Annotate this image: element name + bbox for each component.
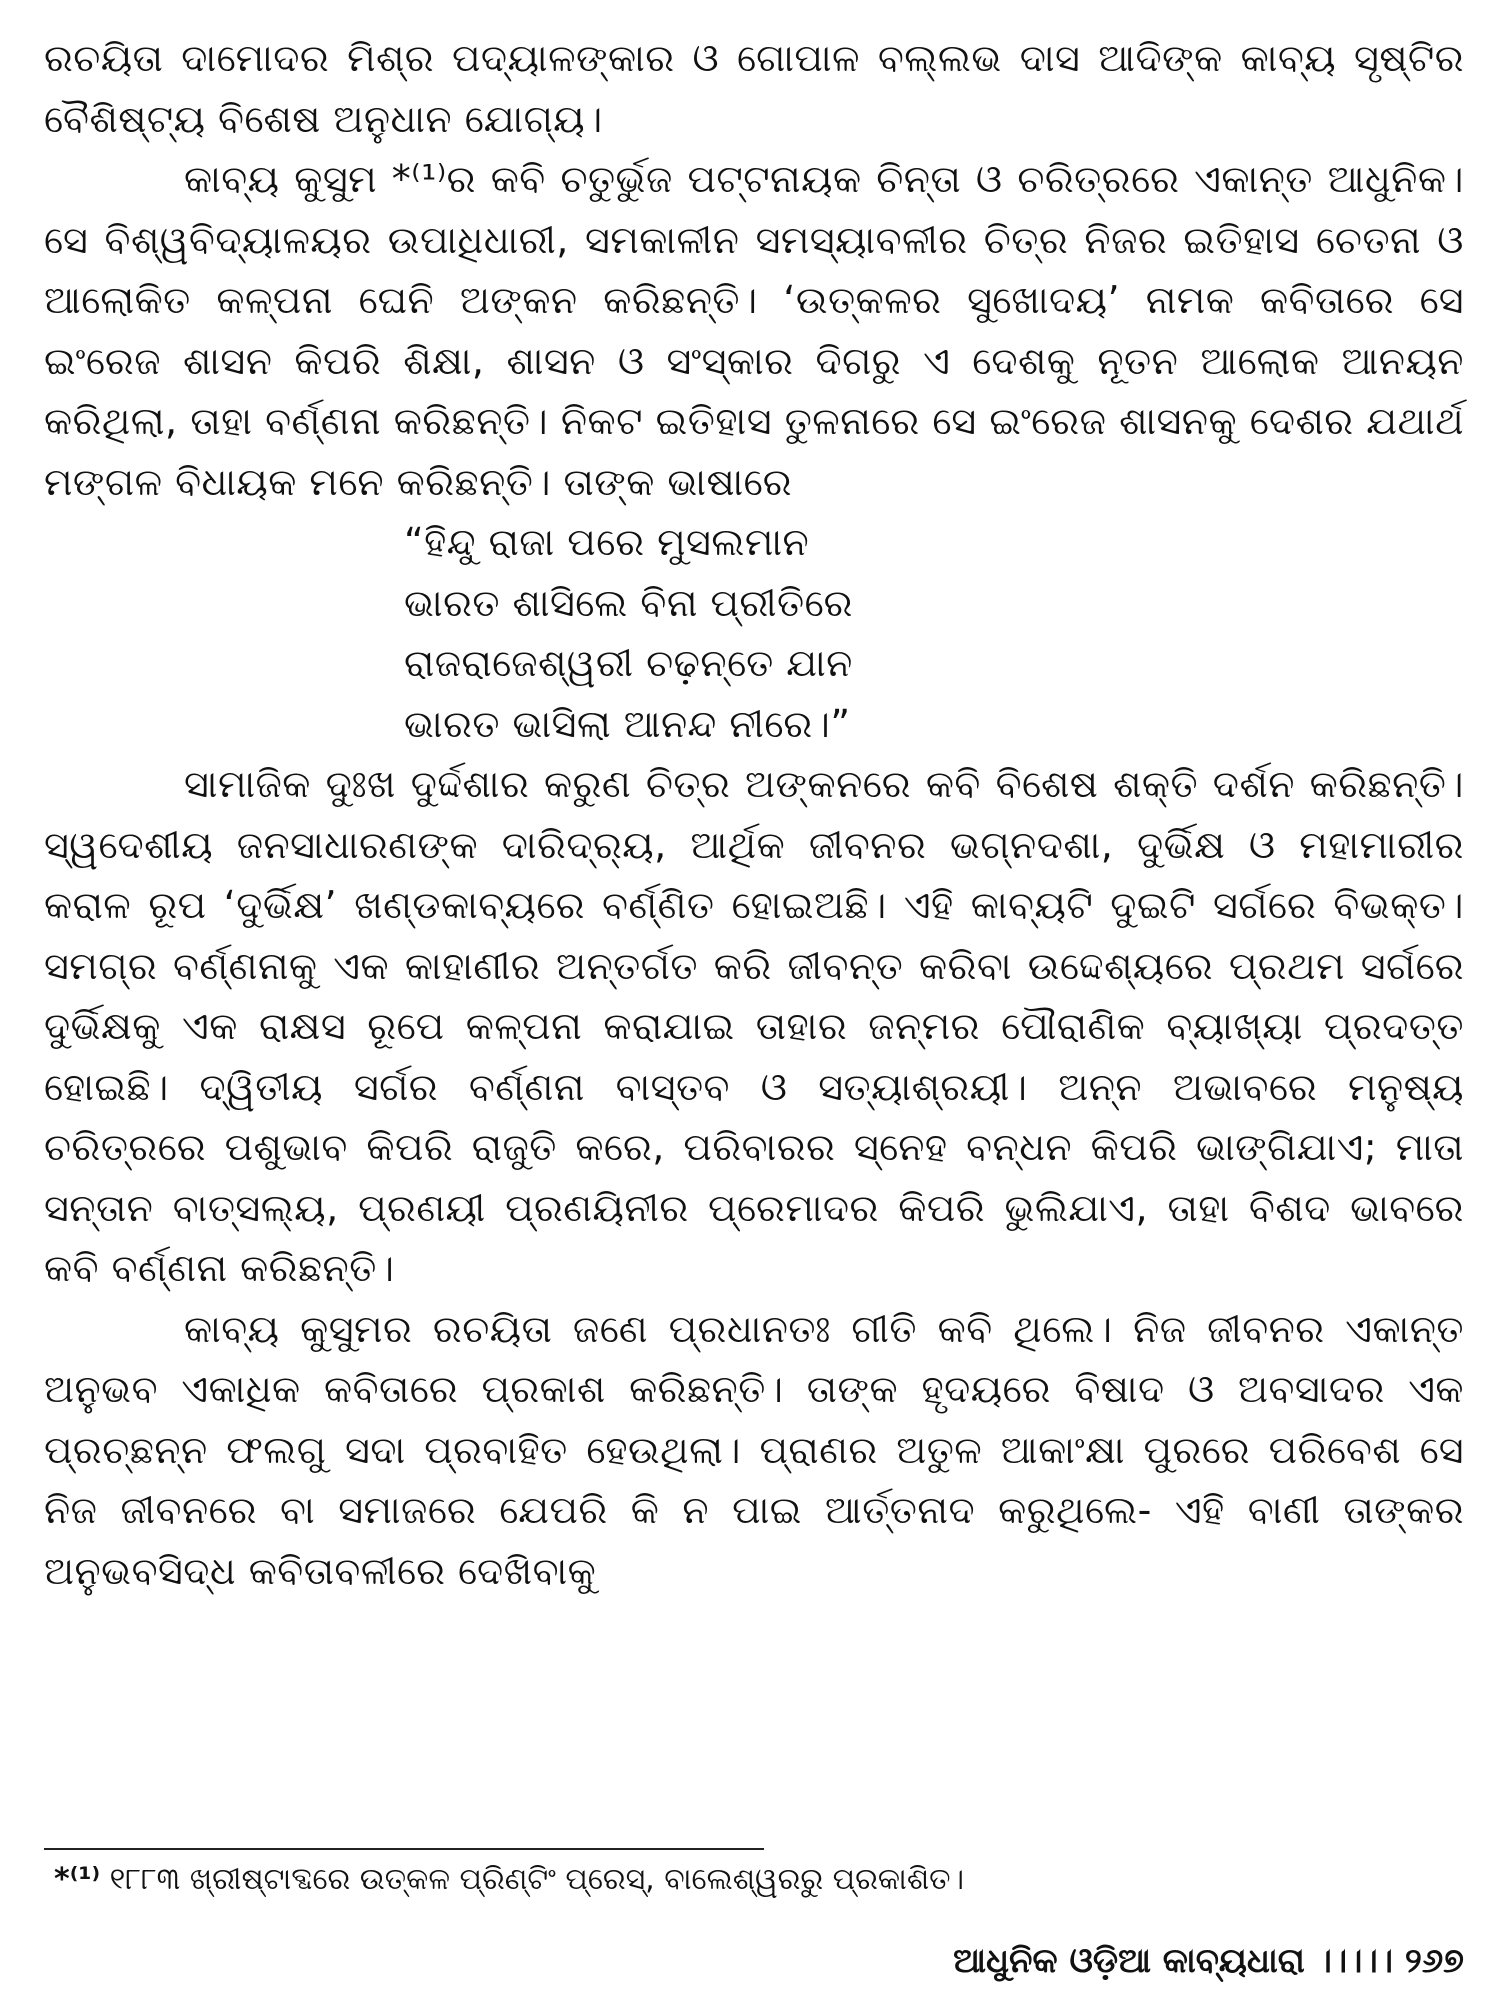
- paragraph-3: ସାମାଜିକ ଦୁଃଖ ଦୁର୍ଦ୍ଦଶାର କରୁଣ ଚିତ୍ର ଅଙ୍କନରେ କବି ବିଶେଷ ଶକ୍ତି ଦର୍ଶନ କରିଛନ୍ତି। ସ୍ୱଦେଶୀୟ ଜନସାଧାରଣଙ୍କ ଦାରିଦ୍ର୍ୟ, ଆର୍ଥିକ ଜୀବନର ଭଗ୍ନଦଶା, ଦୁର୍ଭିକ୍ଷ ଓ ମହାମାରୀର କରାଳ ରୂପ ‘ଦୁର୍ଭିକ୍ଷ’ ଖଣ୍ଡକାବ୍ୟରେ ବର୍ଣ୍ଣିତ ହୋଇଅଛି। ଏହି କାବ୍ୟଟି ଦୁଇଟି ସର୍ଗରେ ବିଭକ୍ତ। ସମଗ୍ର ବର୍ଣ୍ଣନାକୁ ଏକ କାହାଣୀର ଅନ୍ତର୍ଗତ କରି ଜୀବନ୍ତ କରିବା ଉଦ୍ଦେଶ୍ୟରେ ପ୍ରଥମ ସର୍ଗରେ ଦୁର୍ଭିକ୍ଷକୁ ଏକ ରାକ୍ଷସ ରୂପେ କଳ୍ପନା କରାଯାଇ ତାହାର ଜନ୍ମର ପୌରାଣିକ ବ୍ୟାଖ୍ୟା ପ୍ରଦତ୍ତ ହୋଇଛି। ଦ୍ୱିତୀୟ ସର୍ଗର ବର୍ଣ୍ଣନା ବାସ୍ତବ ଓ ସତ୍ୟାଶ୍ରୟୀ। ଅନ୍ନ ଅଭାବରେ ମନୁଷ୍ୟ ଚରିତ୍ରରେ ପଶୁଭାବ କିପରି ରାଜୁତି କରେ, ପରିବାରର ସ୍ନେହ ବନ୍ଧନ କିପରି ଭାଙ୍ଗିଯାଏ; ମାତା ସନ୍ତାନ ବାତ୍ସଲ୍ୟ, ପ୍ରଣୟୀ ପ୍ରଣୟିନୀର ପ୍ରେମାଦର କିପରି ଭୁଲିଯାଏ, ତାହା ବିଶଦ ଭାବରେ କବି ବର୍ଣ୍ଣନା କରିଛନ୍ତି।: [44, 762, 1464, 1290]
- verse-line: ଭାରତ ଭାସିଲା ଆନନ୍ଦ ନୀରେ।”: [404, 701, 851, 746]
- verse-line: ରାଜରାଜେଶ୍ୱରୀ ଚଢ଼ନ୍ତେ ଯାନ: [404, 641, 853, 685]
- running-footer-page-number: ଆଧୁନିକ ଓଡ଼ିଆ କାବ୍ୟଧାରା ।।।।। ୨୬୭: [953, 1941, 1464, 1981]
- footnote: [54, 1858, 1354, 1902]
- verse-quote: [404, 512, 1464, 754]
- verse-line: “ହିନ୍ଦୁ ରାଜା ପରେ ମୁସଲମାନ: [404, 520, 810, 564]
- footnote-divider: [44, 1848, 764, 1850]
- footnote-text: ୧୮୮୩ ଖ୍ରୀଷ୍ଟାବ୍ଦରେ ଉତ୍କଳ ପ୍ରିଣ୍ଟିଂ ପ୍ରେସ୍, ବାଲେଶ୍ୱରରୁ ପ୍ରକାଶିତ।: [109, 1862, 965, 1897]
- verse-line: ଭାରତ ଶାସିଲେ ବିନା ପ୍ରୀତିରେ: [404, 580, 853, 625]
- body-text: [44, 28, 1464, 1601]
- paragraph-2: କାବ୍ୟ କୁସୁମ *⁽¹⁾ର କବି ଚତୁର୍ଭୁଜ ପଟ୍ଟନାୟକ ଚିନ୍ତା ଓ ଚରିତ୍ରରେ ଏକାନ୍ତ ଆଧୁନିକ। ସେ ବିଶ୍ୱବିଦ୍ୟାଳୟର ଉପାଧିଧାରୀ, ସମକାଳୀନ ସମସ୍ୟାବଳୀର ଚିତ୍ର ନିଜର ଇତିହାସ ଚେତନା ଓ ଆଲୋକିତ କଳ୍ପନା ଘେନି ଅଙ୍କନ କରିଛନ୍ତି। ‘ଉତ୍କଳର ସୁଖୋଦୟ’ ନାମକ କବିତାରେ ସେ ଇଂରେଜ ଶାସନ କିପରି ଶିକ୍ଷା, ଶାସନ ଓ ସଂସ୍କାର ଦିଗରୁ ଏ ଦେଶକୁ ନୂତନ ଆଲୋକ ଆନୟନ କରିଥିଲା, ତାହା ବର୍ଣ୍ଣନା କରିଛନ୍ତି। ନିକଟ ଇତିହାସ ତୁଳନାରେ ସେ ଇଂରେଜ ଶାସନକୁ ଦେଶର ଯଥାର୍ଥ ମଙ୍ଗଳ ବିଧାୟକ ମନେ କରିଛନ୍ତି। ତାଙ୍କ ଭାଷାରେ: [44, 157, 1464, 504]
- paragraph-4: କାବ୍ୟ କୁସୁମର ରଚୟିତା ଜଣେ ପ୍ରଧାନତଃ ଗୀତି କବି ଥିଲେ। ନିଜ ଜୀବନର ଏକାନ୍ତ ଅନୁଭବ ଏକାଧିକ କବିତାରେ ପ୍ରକାଶ କରିଛନ୍ତି। ତାଙ୍କ ହୃଦୟରେ ବିଷାଦ ଓ ଅବସାଦର ଏକ ପ୍ରଚ୍ଛନ୍ନ ଫଲଗୁ ସଦା ପ୍ରବାହିତ ହେଉଥିଲା। ପ୍ରାଣର ଅତୁଳ ଆକାଂକ୍ଷା ପୁରରେ ପରିବେଶ ସେ ନିଜ ଜୀବନରେ ବା ସମାଜରେ ଯେପରି କି ନ ପାଇ ଆର୍ତ୍ତନାଦ କରୁଥିଲେ- ଏହି ବାଣୀ ତାଙ୍କର ଅନୁଭବସିଦ୍ଧ କବିତାବଳୀରେ ଦେଖିବାକୁ: [44, 1306, 1464, 1593]
- paragraph-1: ରଚୟିତା ଦାମୋଦର ମିଶ୍ର ପଦ୍ୟାଳଙ୍କାର ଓ ଗୋପାଳ ବଲ୍ଲଭ ଦାସ ଆଦିଙ୍କ କାବ୍ୟ ସୃଷ୍ଟିର ବୈଶିଷ୍ଟ୍ୟ ବିଶେଷ ଅନୁଧାନ ଯୋଗ୍ୟ।: [44, 36, 1464, 141]
- footnote-mark: *⁽¹⁾: [54, 1862, 101, 1897]
